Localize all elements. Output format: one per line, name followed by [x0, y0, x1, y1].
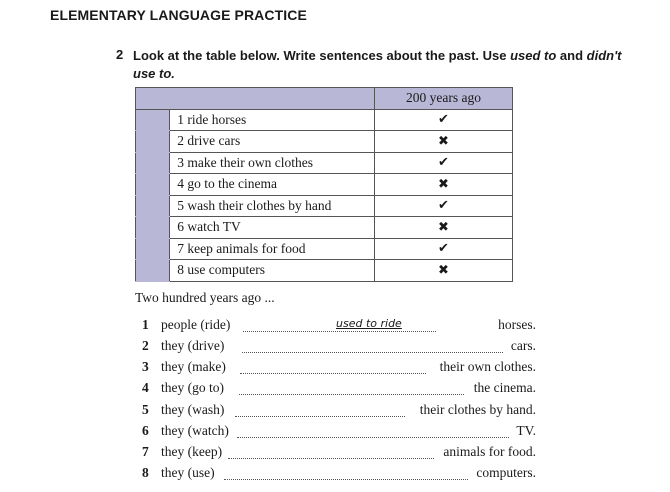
task-cell: 8 use computers: [170, 260, 375, 282]
sentence-start: they (use): [161, 465, 215, 480]
instruction-text-1: Look at the table below. Write sentences about the past. Use: [133, 48, 511, 63]
task-cell: 1 ride horses: [170, 109, 375, 131]
table-header-row: [136, 88, 513, 110]
answer-blank[interactable]: [239, 394, 464, 395]
sentence-3: [142, 359, 542, 379]
sentence-number: 7: [142, 444, 149, 459]
sentence-end: TV.: [516, 423, 536, 438]
page-header: ELEMENTARY LANGUAGE PRACTICE: [50, 7, 307, 23]
task-cell: 6 watch TV: [170, 217, 375, 239]
activities-table: [135, 87, 513, 282]
cross-mark: ✖: [375, 260, 513, 282]
table-row: [136, 131, 513, 153]
handwritten-answer: used to ride: [336, 317, 402, 330]
table-row: [136, 238, 513, 260]
sentence-number: 3: [142, 359, 149, 374]
sentence-2: [142, 338, 542, 358]
sentence-number: 2: [142, 338, 149, 353]
sentence-8: [142, 465, 542, 485]
sentence-start: they (wash): [161, 402, 225, 417]
sentence-1: [142, 317, 542, 337]
table-header-blank: [136, 88, 375, 110]
cross-mark: ✖: [375, 217, 513, 239]
table-row: [136, 260, 513, 282]
sentence-start: they (keep): [161, 444, 223, 459]
sentence-7: [142, 444, 542, 464]
sentence-end: their clothes by hand.: [419, 402, 536, 417]
cross-mark: ✖: [375, 131, 513, 153]
sentence-start: they (watch): [161, 423, 229, 438]
sentence-start: they (drive): [161, 338, 225, 353]
task-cell: 4 go to the cinema: [170, 174, 375, 196]
sentence-number: 1: [142, 317, 149, 332]
tick-mark: ✔: [375, 152, 513, 174]
sentence-end: animals for food.: [443, 444, 536, 459]
sentence-5: [142, 402, 542, 422]
instruction-didnt: didn't: [586, 48, 622, 63]
sentences-intro: Two hundred years ago ...: [135, 290, 275, 305]
sentence-end: cars.: [510, 338, 536, 353]
answer-blank[interactable]: [237, 437, 509, 438]
sentence-end: horses.: [498, 317, 536, 332]
table-header-200-years: 200 years ago: [375, 88, 513, 110]
sentence-6: [142, 423, 542, 443]
table-row: [136, 195, 513, 217]
answer-blank[interactable]: [242, 352, 503, 353]
cross-mark: ✖: [375, 174, 513, 196]
question-number: 2: [116, 47, 124, 62]
question-instructions: [133, 47, 633, 83]
sentence-end: computers.: [476, 465, 536, 480]
instruction-used-to: used to: [510, 48, 557, 63]
answer-blank[interactable]: [224, 479, 468, 480]
sentence-start: people (ride): [161, 317, 231, 332]
sentence-end: the cinema.: [473, 380, 536, 395]
sentence-start: they (go to): [161, 380, 224, 395]
answer-blank[interactable]: [235, 416, 405, 417]
instruction-text-2: and: [556, 48, 587, 63]
tick-mark: ✔: [375, 195, 513, 217]
sentence-end: their own clothes.: [439, 359, 536, 374]
task-cell: 2 drive cars: [170, 131, 375, 153]
task-cell: 3 make their own clothes: [170, 152, 375, 174]
table-row: [136, 152, 513, 174]
sentence-number: 6: [142, 423, 149, 438]
instruction-line2: use to.: [133, 66, 175, 81]
task-cell: 7 keep animals for food: [170, 238, 375, 260]
sentence-number: 4: [142, 380, 149, 395]
sentence-start: they (make): [161, 359, 226, 374]
task-cell: 5 wash their clothes by hand: [170, 195, 375, 217]
tick-mark: ✔: [375, 109, 513, 131]
table-row: [136, 109, 513, 131]
sentence-number: 5: [142, 402, 149, 417]
tick-mark: ✔: [375, 238, 513, 260]
sentence-number: 8: [142, 465, 149, 480]
answer-blank[interactable]: [228, 458, 434, 459]
table-row: [136, 174, 513, 196]
answer-blank[interactable]: [243, 331, 436, 332]
sentence-4: [142, 380, 542, 400]
answer-blank[interactable]: [240, 373, 426, 374]
table-row: [136, 217, 513, 239]
